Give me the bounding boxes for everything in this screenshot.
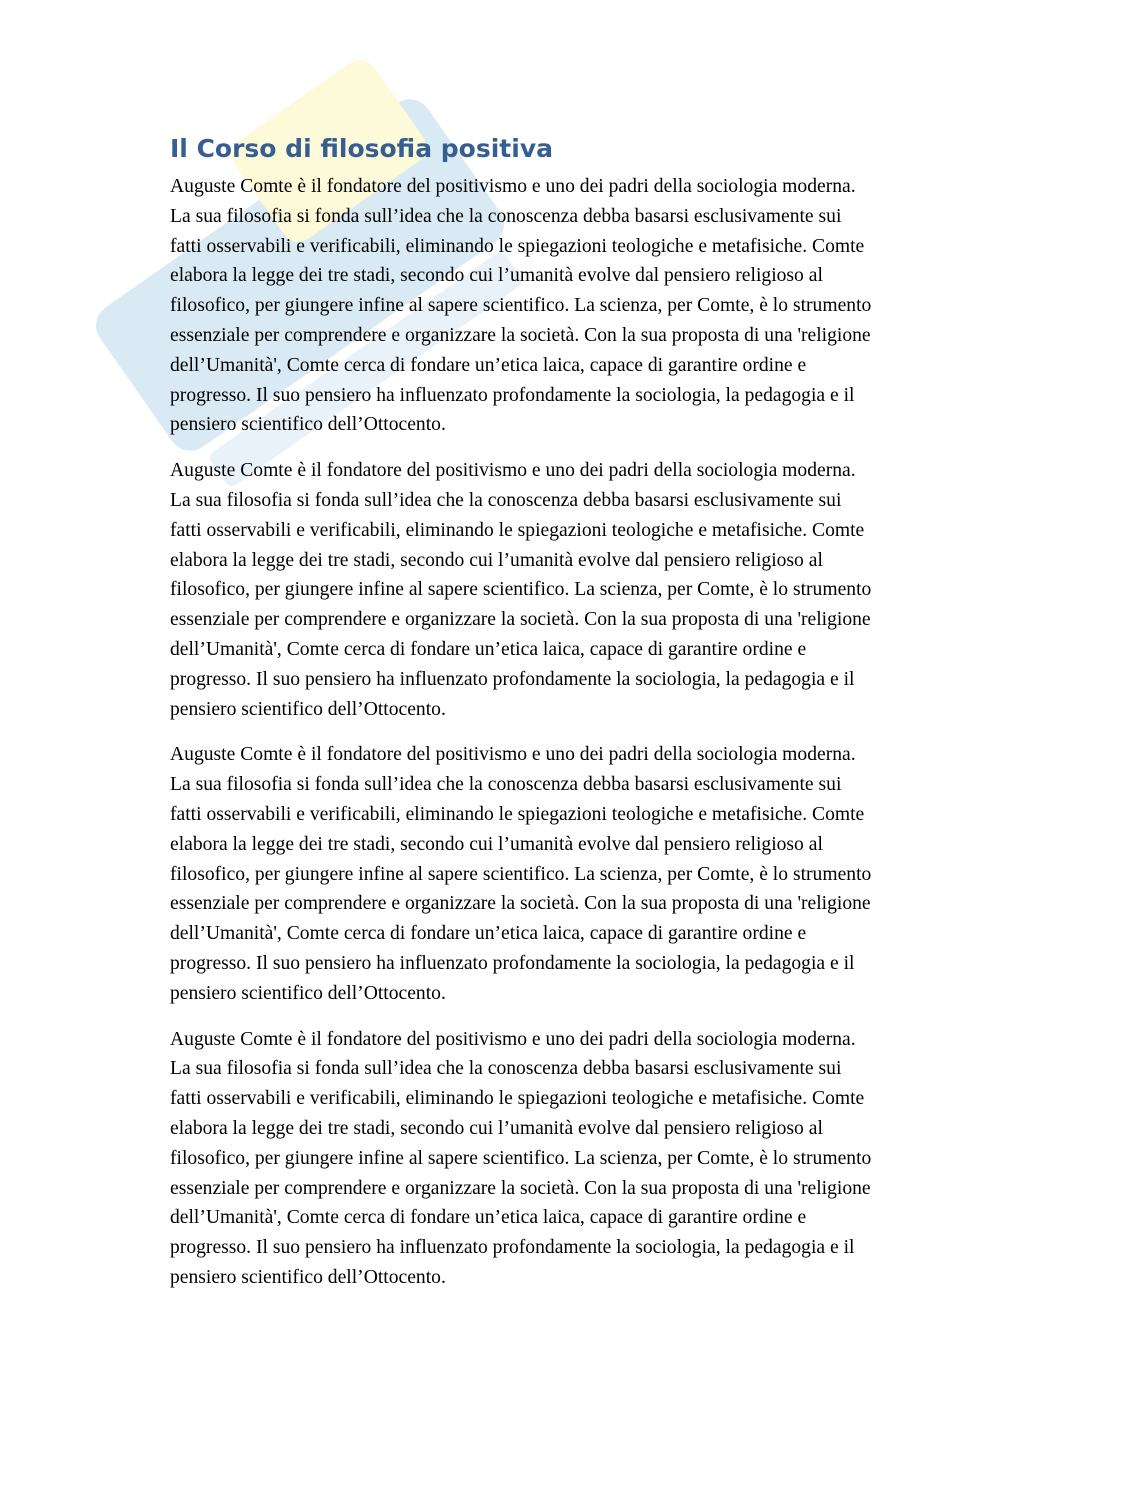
body-paragraph — [170, 740, 985, 1008]
paragraph-line: filosofico, per giungere infine al sapere scientifico. La scienza, per Comte, è lo strumento — [170, 579, 872, 601]
paragraph-line: essenziale per comprendere e organizzare la società. Con la sua proposta di una 'religione — [170, 1177, 871, 1199]
document-title: Il Corso di filosofia positiva — [170, 134, 553, 163]
paragraph-line: La sua filosofia si fonda sull’idea che la conoscenza debba basarsi esclusivamente sui — [170, 1058, 842, 1080]
paragraph-line: La sua filosofia si fonda sull’idea che la conoscenza debba basarsi esclusivamente sui — [170, 205, 842, 227]
body-paragraph — [170, 456, 985, 724]
paragraph-line: elabora la legge dei tre stadi, secondo cui l’umanità evolve dal pensiero religioso al — [170, 833, 823, 855]
paragraph-line: dell’Umanità', Comte cerca di fondare un’etica laica, capace di garantire ordine e — [170, 923, 807, 945]
body-paragraph — [170, 1025, 985, 1293]
paragraph-line: dell’Umanità', Comte cerca di fondare un’etica laica, capace di garantire ordine e — [170, 1207, 807, 1229]
body-paragraph — [170, 172, 985, 440]
paragraph-line: pensiero scientifico dell’Ottocento. — [170, 982, 446, 1004]
paragraph-line: dell’Umanità', Comte cerca di fondare un’etica laica, capace di garantire ordine e — [170, 638, 807, 660]
paragraph-line: filosofico, per giungere infine al sapere scientifico. La scienza, per Comte, è lo strumento — [170, 863, 872, 885]
paragraph-line: filosofico, per giungere infine al sapere scientifico. La scienza, per Comte, è lo strumento — [170, 1147, 872, 1169]
paragraph-line: progresso. Il suo pensiero ha influenzato profondamente la sociologia, la pedagogia e il — [170, 668, 855, 690]
paragraph-line: filosofico, per giungere infine al sapere scientifico. La scienza, per Comte, è lo strumento — [170, 295, 872, 317]
paragraph-line: progresso. Il suo pensiero ha influenzato profondamente la sociologia, la pedagogia e il — [170, 384, 855, 406]
paragraph-line: elabora la legge dei tre stadi, secondo cui l’umanità evolve dal pensiero religioso al — [170, 1117, 823, 1139]
paragraph-line: essenziale per comprendere e organizzare la società. Con la sua proposta di una 'religione — [170, 893, 871, 915]
paragraph-line: fatti osservabili e verificabili, eliminando le spiegazioni teologiche e metafisiche. Comte — [170, 803, 865, 825]
paragraph-line: La sua filosofia si fonda sull’idea che la conoscenza debba basarsi esclusivamente sui — [170, 489, 842, 511]
paragraph-line: Auguste Comte è il fondatore del positivismo e uno dei padri della sociologia moderna. — [170, 460, 856, 482]
paragraph-line: pensiero scientifico dell’Ottocento. — [170, 698, 446, 720]
paragraph-line: Auguste Comte è il fondatore del positivismo e uno dei padri della sociologia moderna. — [170, 744, 856, 766]
paragraph-line: pensiero scientifico dell’Ottocento. — [170, 414, 446, 436]
paragraph-line: fatti osservabili e verificabili, eliminando le spiegazioni teologiche e metafisiche. Comte — [170, 1088, 865, 1110]
paragraph-line: Auguste Comte è il fondatore del positivismo e uno dei padri della sociologia moderna. — [170, 1028, 856, 1050]
paragraph-line: dell’Umanità', Comte cerca di fondare un’etica laica, capace di garantire ordine e — [170, 354, 807, 376]
paragraph-line: essenziale per comprendere e organizzare la società. Con la sua proposta di una 'religione — [170, 324, 871, 346]
paragraph-line: progresso. Il suo pensiero ha influenzato profondamente la sociologia, la pedagogia e il — [170, 952, 855, 974]
paragraph-line: progresso. Il suo pensiero ha influenzato profondamente la sociologia, la pedagogia e il — [170, 1237, 855, 1259]
paragraph-line: essenziale per comprendere e organizzare la società. Con la sua proposta di una 'religione — [170, 609, 871, 631]
paragraph-line: Auguste Comte è il fondatore del positivismo e uno dei padri della sociologia moderna. — [170, 176, 856, 197]
paragraph-line: La sua filosofia si fonda sull’idea che la conoscenza debba basarsi esclusivamente sui — [170, 774, 842, 796]
paragraph-line: pensiero scientifico dell’Ottocento. — [170, 1266, 446, 1288]
paragraph-line: fatti osservabili e verificabili, eliminando le spiegazioni teologiche e metafisiche. Comte — [170, 235, 865, 257]
paragraph-line: fatti osservabili e verificabili, eliminando le spiegazioni teologiche e metafisiche. Comte — [170, 519, 865, 541]
paragraph-list — [170, 172, 985, 1293]
paragraph-line: elabora la legge dei tre stadi, secondo cui l’umanità evolve dal pensiero religioso al — [170, 265, 823, 287]
paragraph-line: elabora la legge dei tre stadi, secondo cui l’umanità evolve dal pensiero religioso al — [170, 549, 823, 571]
document-body — [170, 128, 985, 1309]
